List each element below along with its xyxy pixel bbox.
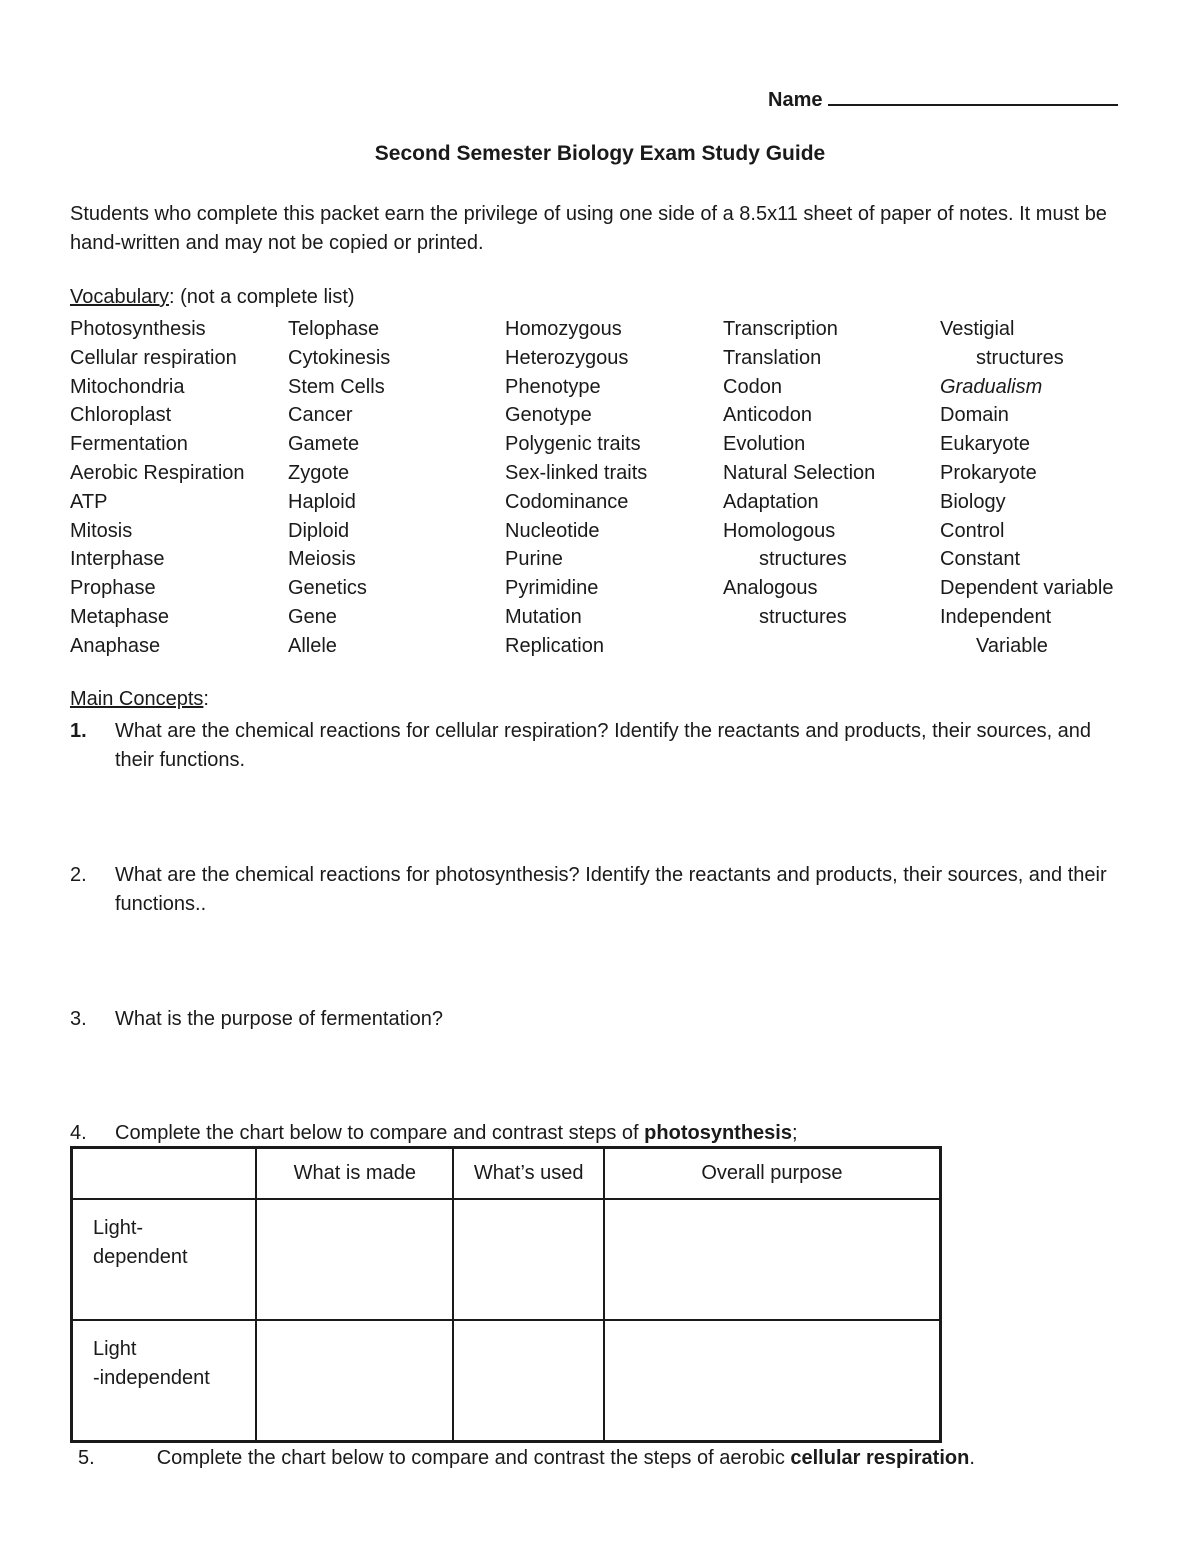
question-text-after: . [969,1447,975,1469]
question-number: 3. [70,1008,87,1030]
vocab-term: Domain [940,404,1009,427]
chart-answer-cell[interactable] [256,1199,453,1320]
vocab-term: Cancer [288,404,353,427]
chart-header-cell [72,1148,257,1200]
vocab-term: Cellular respiration [70,346,237,369]
chart-row-label-line: dependent [93,1246,188,1268]
vocabulary-heading [70,286,355,309]
vocab-term: Fermentation [70,433,188,456]
vocab-term: Transcription [723,318,838,340]
vocab-term: Polygenic traits [505,433,641,456]
vocab-column-2 [288,315,390,661]
vocab-term: Adaptation [723,490,819,513]
vocab-term [723,632,875,661]
name-field[interactable] [768,86,1118,112]
vocab-term: Anaphase [70,634,161,657]
chart-row-light-dependent [72,1199,941,1320]
vocab-term: Biology [940,490,1006,513]
vocab-term: Zygote [288,461,350,484]
vocab-term: Purine [505,548,563,571]
name-blank-line[interactable] [828,86,1118,106]
vocab-term: Vestigial [940,318,1015,340]
vocab-term: Prokaryote [940,461,1037,484]
vocab-term: Translation [723,346,822,369]
chart-row-label [72,1199,257,1320]
question-text: What is the purpose of fermentation? [115,1008,443,1030]
vocabulary-heading-suffix: : (not a complete list) [168,286,355,308]
vocab-column-1 [70,315,245,661]
vocab-term: Independent [940,605,1052,628]
vocab-term: Heterozygous [505,346,629,369]
question-number: 2. [70,864,87,886]
question-4 [70,1119,1130,1148]
chart-answer-cell[interactable] [453,1199,604,1320]
vocab-term: Metaphase [70,605,169,628]
vocab-term: Genetics [288,577,367,600]
question-text-after: ; [791,1122,798,1144]
name-label: Name [768,89,823,111]
vocab-term: Meiosis [288,548,356,571]
chart-header-cell: Overall purpose [604,1148,941,1200]
main-concepts-heading-label: Main Concepts [70,688,204,710]
question-text-bold: cellular respiration [790,1447,970,1469]
question-text-before: Complete the chart below to compare and contrast the steps of aerobic [156,1447,791,1469]
vocab-term: Photosynthesis [70,318,206,340]
question-number: 4. [70,1122,87,1144]
vocab-term: Homologous [723,519,836,542]
vocab-term: Codon [723,375,782,398]
vocab-term: Mitosis [70,519,133,542]
vocab-term: Mutation [505,605,582,628]
chart-row-label-line: -independent [93,1367,210,1389]
vocab-term: Nucleotide [505,519,600,542]
vocab-term: Sex-linked traits [505,461,648,484]
main-concepts-heading [70,688,209,711]
vocab-term: Homozygous [505,318,622,340]
vocab-term: Evolution [723,433,806,456]
main-concepts-heading-suffix: : [203,688,209,710]
vocab-term: Analogous [723,577,818,600]
vocab-term: Gradualism [940,375,1043,398]
vocab-term: Pyrimidine [505,577,599,600]
photosynthesis-chart [70,1146,942,1443]
vocab-column-3 [505,315,647,661]
vocab-term: Natural Selection [723,461,876,484]
vocab-term: Allele [288,634,337,657]
vocab-term: Stem Cells [288,375,385,398]
vocab-term: structures [759,605,847,628]
question-text: What are the chemical reactions for photosynthesis? Identify the reactants and products, their sources, and their functions.. [115,864,1107,915]
vocab-column-5 [940,315,1113,661]
vocab-term: Mitochondria [70,375,185,398]
vocab-term: Telophase [288,318,380,340]
vocab-term: Gene [288,605,337,628]
vocab-term: Prophase [70,577,156,600]
question-5 [78,1444,975,1473]
vocab-term: Diploid [288,519,350,542]
vocab-term: Interphase [70,548,165,571]
vocab-term: ATP [70,490,108,513]
question-text-before: Complete the chart below to compare and contrast steps of [115,1122,645,1144]
chart-answer-cell[interactable] [453,1320,604,1442]
vocab-term: Gamete [288,433,360,456]
page-title: Second Semester Biology Exam Study Guide [374,142,826,165]
question-2 [70,861,1130,919]
vocab-term: structures [759,548,847,571]
question-text: What are the chemical reactions for cellular respiration? Identify the reactants and products, their sources, and their functions. [115,720,1092,771]
vocab-column-4 [723,315,875,661]
chart-row-label-line: Light- [93,1217,144,1239]
chart-answer-cell[interactable] [604,1320,941,1442]
chart-header-row [72,1148,941,1200]
vocab-term: Anticodon [723,404,812,427]
vocab-term: Aerobic Respiration [70,461,245,484]
chart-row-label [72,1320,257,1442]
vocab-term: structures [976,346,1064,369]
question-text [115,1119,1130,1148]
question-text [157,1447,975,1469]
chart-answer-cell[interactable] [256,1320,453,1442]
vocab-term: Eukaryote [940,433,1031,456]
question-number: 5. [78,1447,95,1469]
vocab-term: Codominance [505,490,629,513]
vocab-term: Cytokinesis [288,346,391,369]
intro-paragraph: Students who complete this packet earn the privilege of using one side of a 8.5x11 sheet of paper of notes. It must be hand-written and may not be copied or printed. [70,203,1107,254]
question-1 [70,717,1130,775]
question-3 [70,1005,1130,1034]
chart-header-cell: What is made [256,1148,453,1200]
question-text-bold: photosynthesis [644,1122,792,1144]
vocab-term: Control [940,519,1005,542]
vocab-term: Variable [976,634,1048,657]
vocab-term: Constant [940,548,1021,571]
vocab-term: Phenotype [505,375,601,398]
vocab-term: Chloroplast [70,404,172,427]
vocab-term: Replication [505,634,604,657]
chart-header-cell: What’s used [453,1148,604,1200]
chart-row-label-line: Light [93,1338,137,1360]
vocab-term: Dependent variable [940,577,1114,600]
vocab-term: Haploid [288,490,356,513]
vocab-term: Genotype [505,404,592,427]
chart-row-light-independent [72,1320,941,1442]
chart-answer-cell[interactable] [604,1199,941,1320]
vocabulary-heading-label: Vocabulary [70,286,169,308]
question-number: 1. [70,720,87,742]
